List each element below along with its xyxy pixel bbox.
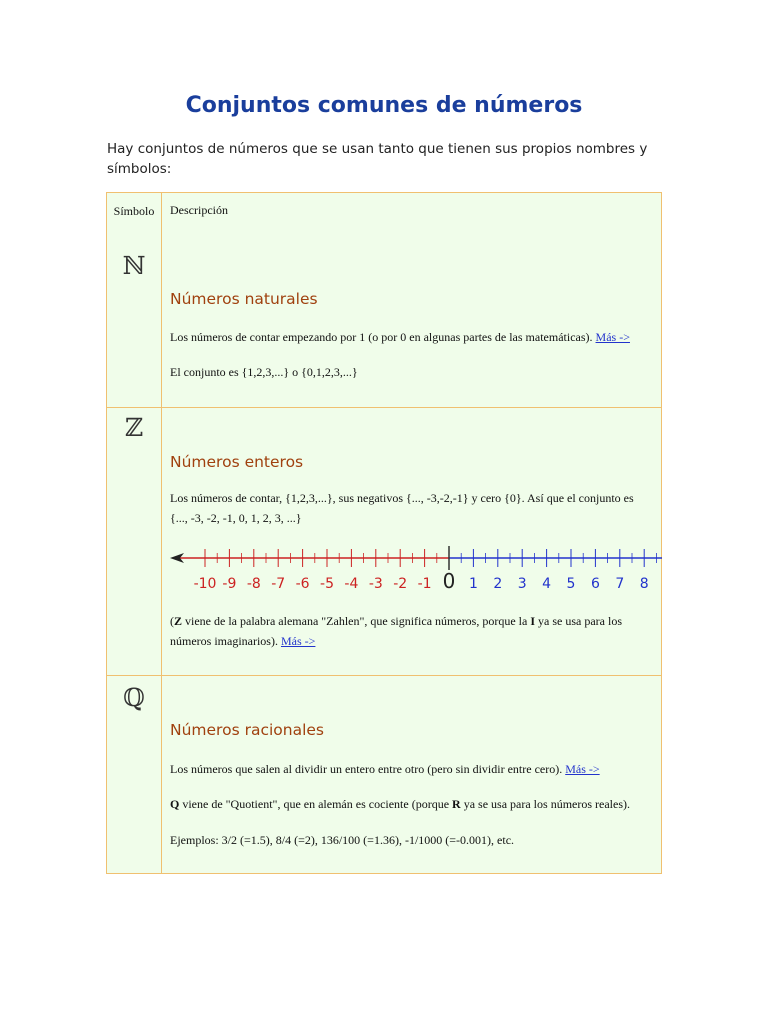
rationals-examples: Ejemplos: 3/2 (=1.5), 8/4 (=2), 136/100 (=1.36), -1/1000 (=-0.001), etc. [170,833,515,847]
row-divider [107,407,661,408]
number-line-label: -3 [368,576,383,592]
number-line-label: 8 [639,576,649,592]
number-line-label: 5 [566,576,576,592]
page-title: Conjuntos comunes de números [185,93,583,118]
note-text-end: ya se usa para los números imaginarios). [170,614,622,648]
rationals-description [170,759,654,779]
number-sets-table [106,192,662,874]
rationals-text: Los números que salen al dividir un entero entre otro (pero sin dividir entre cero). [170,762,566,776]
naturals-title: Números naturales [170,290,318,308]
number-line-label: 0 [442,569,456,593]
naturals-text: Los números de contar empezando por 1 (o por 0 en algunas partes de las matemáticas). [170,330,596,344]
number-line-label: -10 [193,576,217,592]
integer-number-line [170,542,662,594]
number-line-label: 6 [590,576,600,592]
integers-description: Los números de contar, {1,2,3,...}, sus negativos {..., -3,-2,-1} y cero {0}. Así que el conjunto es {..., -3, -2, -1, 0, 1, 2, 3, ...} [170,491,634,525]
integers-note [170,611,654,651]
number-line-label: 7 [615,576,625,592]
naturals-description [170,327,654,347]
header-description: Descripción [170,203,228,217]
naturals-more-link[interactable]: Más -> [595,330,630,344]
bold-r: R [452,797,461,811]
note-text: viene de "Quotient", que en alemán es cociente (porque [179,797,453,811]
number-line-label: -6 [295,576,310,592]
number-line-label: -8 [246,576,261,592]
paren-open: ( [170,614,174,628]
number-line-label: -9 [222,576,237,592]
number-line-label: 1 [468,576,478,592]
row-divider [107,675,661,676]
integers-more-link[interactable]: Más -> [280,634,316,648]
rationals-title: Números racionales [170,721,324,739]
note-text: viene de la palabra alemana "Zahlen", que significa números, porque la [182,614,531,628]
bold-z: Z [174,614,183,628]
note-text-end: ya se usa para los números reales). [460,797,630,811]
number-line-label: 3 [517,576,527,592]
rationals-note [170,794,654,814]
bold-q: Q [170,797,180,811]
number-line-label: 4 [542,576,552,592]
header-symbol: Símbolo [113,204,155,218]
number-line-label: -4 [344,576,359,592]
number-line-label: -2 [393,576,408,592]
integers-title: Números enteros [170,453,304,471]
naturals-symbol: ℕ [122,251,146,280]
rationals-symbol: ℚ [123,683,145,712]
number-line-label: -7 [271,576,286,592]
naturals-set: El conjunto es {1,2,3,...} o {0,1,2,3,...} [170,365,358,379]
intro-text: Hay conjuntos de números que se usan tanto que tienen sus propios nombres y símbolos: [107,141,648,177]
column-divider [161,193,162,873]
integers-symbol: ℤ [124,413,144,442]
rationals-more-link[interactable]: Más -> [565,762,600,776]
number-line-label: -1 [417,576,432,592]
number-line-label: -5 [320,576,334,592]
number-line-label: 2 [493,576,503,592]
bold-i: I [530,614,536,628]
